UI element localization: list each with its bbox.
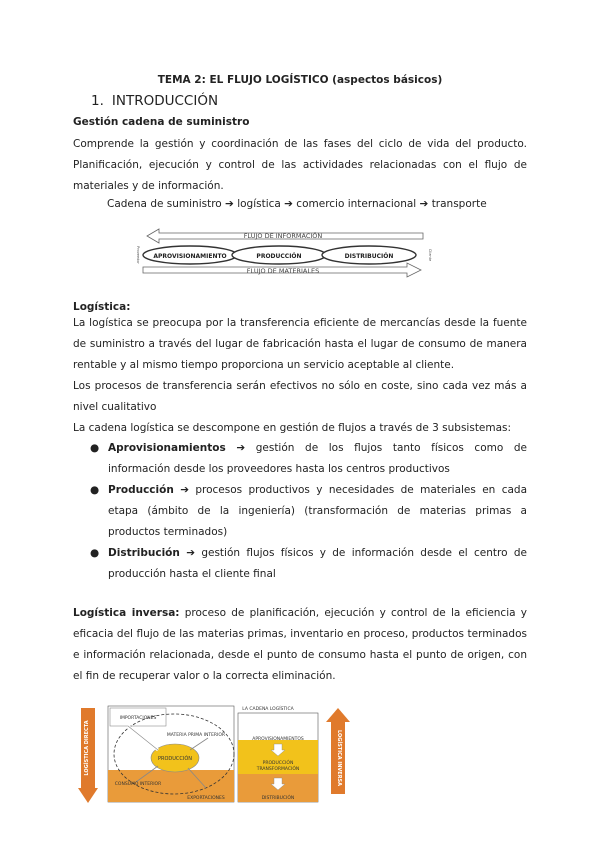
stage-distribucion-label: DISTRIBUCIÓN xyxy=(344,253,394,260)
info-flow-label: FLUJO DE INFORMACIÓN xyxy=(243,232,323,240)
logistics-chain-diagram xyxy=(78,702,350,804)
list-item xyxy=(90,480,527,543)
logistica-subheading: Logística: xyxy=(73,301,131,313)
aprovisionamientos-label: APROVISIONAMIENTOS xyxy=(252,737,304,742)
section-heading xyxy=(91,93,218,109)
bullet-term: Producción xyxy=(108,484,174,496)
section-number: 1. xyxy=(91,93,104,109)
gestion-subheading: Gestión cadena de suministro xyxy=(73,116,250,128)
bullet-text: ➔ gestión de los flujos tanto físicos como de información desde los proveedores hasta los centros productivos xyxy=(108,442,527,475)
inverse-arrow-head xyxy=(326,708,350,722)
bullet-icon: ● xyxy=(90,547,100,559)
list-item xyxy=(90,543,527,585)
direct-arrow-head xyxy=(78,788,98,803)
inversa-label: Logística inversa: xyxy=(73,607,180,619)
inversa-text: proceso de planificación, ejecución y control de la eficiencia y eficacia del flujo de las materias primas, inventario en proceso, productos terminados e información relacionada, desde el punto de consumo hasta el punto de origen, con el fin de recuperar valor o la correcta eliminación. xyxy=(73,607,527,682)
logistica-p1: La logística se preocupa por la transferencia eficiente de mercancías desde la fuente de suministro a través del lugar de fabricación hasta el lugar de consumo de manera rentable y al mismo tiempo proporciona un servicio aceptable al cliente. xyxy=(73,317,527,371)
inverse-arrow-label: LOGÍSTICA INVERSA xyxy=(336,729,342,787)
distribucion-label: DISTRIBUCIÓN xyxy=(261,796,295,801)
chain-title: LA CADENA LOGÍSTICA xyxy=(242,707,294,712)
subsystems-list xyxy=(90,438,527,585)
bullet-text: ➔ procesos productivos y necesidades de materiales en cada etapa (ámbito de la ingeniería) (transformación de materias primas a productos terminados) xyxy=(108,484,527,538)
logistica-p2: Los procesos de transferencia serán efectivos no sólo en coste, sino cada vez más a nivel cualitativo xyxy=(73,380,527,413)
bullet-term: Distribución xyxy=(108,547,180,559)
left-end-label: Proveedor xyxy=(136,246,140,264)
direct-arrow-label: LOGÍSTICA DIRECTA xyxy=(84,720,90,776)
section-title: INTRODUCCIÓN xyxy=(111,93,219,109)
inversa-paragraph xyxy=(73,603,527,687)
bullet-text: ➔ gestión flujos físicos y de información desde el centro de producción hasta el cliente final xyxy=(108,547,527,580)
bullet-term: Aprovisionamientos xyxy=(108,442,226,454)
consumo-label: CONSUMO INTERIOR xyxy=(114,782,162,787)
importaciones-label: IMPORTACIONES xyxy=(119,716,157,721)
logistics-flow-diagram xyxy=(133,224,433,280)
transformacion-label: TRANSFORMACIÓN xyxy=(256,767,300,772)
gestion-paragraph: Comprende la gestión y coordinación de las fases del ciclo de vida del producto. Planificación, ejecución y control de las actividades relacionadas con el flujo de materiales y de información. xyxy=(73,138,527,192)
bullet-icon: ● xyxy=(90,442,100,454)
produccion-chain-label: PRODUCCIÓN xyxy=(262,761,294,766)
materia-prima-label: MATERIA PRIMA INTERIOR xyxy=(166,733,226,738)
material-flow-label: FLUJO DE MATERIALES xyxy=(246,267,320,275)
stage-aprovisionamiento-label: APROVISIONAMIENTO xyxy=(153,253,227,260)
exportaciones-label: EXPORTACIONES xyxy=(187,796,225,801)
produccion-label: PRODUCCIÓN xyxy=(157,756,193,762)
supply-chain-line: Cadena de suministro ➔ logística ➔ comercio internacional ➔ transporte xyxy=(107,198,487,210)
stage-produccion-label: PRODUCCIÓN xyxy=(256,253,302,260)
bullet-icon: ● xyxy=(90,484,100,496)
list-item xyxy=(90,438,527,480)
logistica-p3: La cadena logística se descompone en gestión de flujos a través de 3 subsistemas: xyxy=(73,422,512,434)
right-end-label: Cliente xyxy=(428,248,432,262)
document-title: TEMA 2: EL FLUJO LOGÍSTICO (aspectos básicos) xyxy=(157,74,443,86)
